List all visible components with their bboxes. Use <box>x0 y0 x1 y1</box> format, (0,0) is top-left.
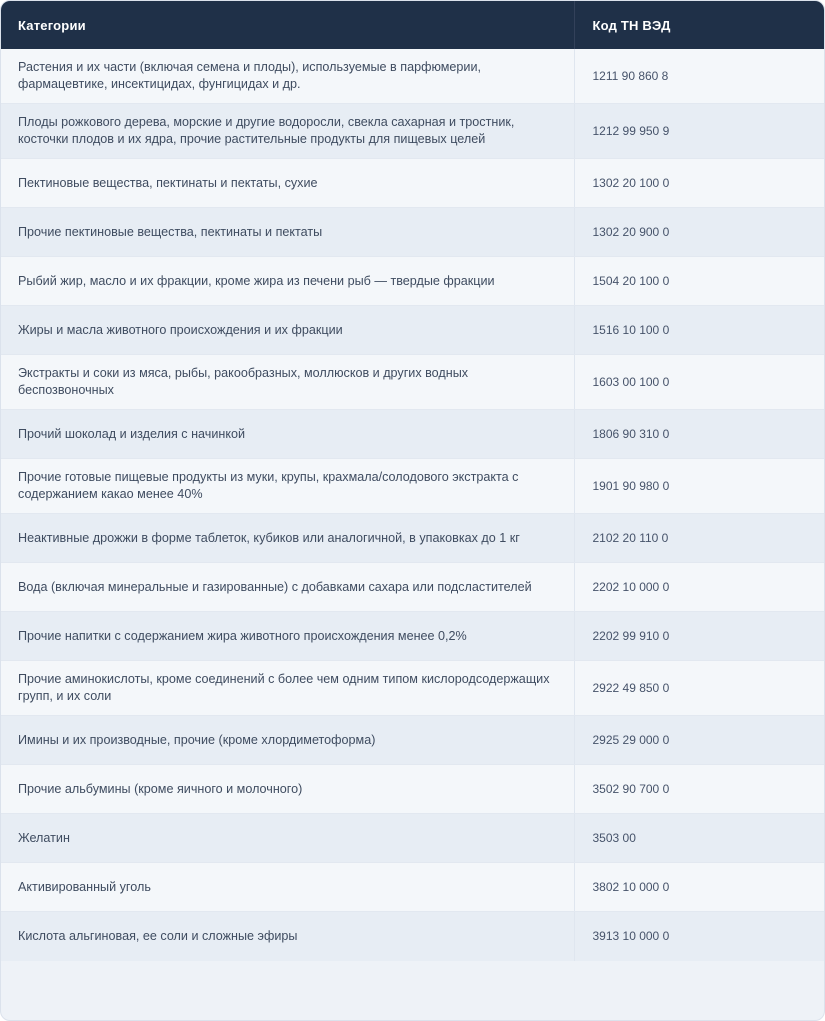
table-row <box>1 104 825 159</box>
table-row <box>1 912 825 961</box>
cell-code: 1901 90 980 0 <box>574 459 825 514</box>
cell-category: Прочий шоколад и изделия с начинкой <box>1 410 574 459</box>
table-row <box>1 661 825 716</box>
table-header <box>1 1 825 49</box>
table-row <box>1 563 825 612</box>
table-row <box>1 612 825 661</box>
cell-code: 1806 90 310 0 <box>574 410 825 459</box>
cell-category: Экстракты и соки из мяса, рыбы, ракообразных, моллюсков и других водных беспозвоночных <box>1 355 574 410</box>
cell-category: Прочие пектиновые вещества, пектинаты и пектаты <box>1 208 574 257</box>
cell-code: 3502 90 700 0 <box>574 765 825 814</box>
cell-category: Растения и их части (включая семена и плоды), используемые в парфюмерии, фармацевтике, инсектицидах, фунгицидах и др. <box>1 49 574 104</box>
cell-code: 2925 29 000 0 <box>574 716 825 765</box>
table-row <box>1 159 825 208</box>
cell-category: Прочие аминокислоты, кроме соединений с более чем одним типом кислородсодержащих групп, и их соли <box>1 661 574 716</box>
table-row <box>1 410 825 459</box>
table-row <box>1 814 825 863</box>
cell-code: 2202 10 000 0 <box>574 563 825 612</box>
column-header-category: Категории <box>1 1 574 49</box>
cell-code: 1504 20 100 0 <box>574 257 825 306</box>
cell-code: 1516 10 100 0 <box>574 306 825 355</box>
table-row <box>1 355 825 410</box>
cell-code: 1302 20 100 0 <box>574 159 825 208</box>
cell-category: Прочие напитки с содержанием жира животного происхождения менее 0,2% <box>1 612 574 661</box>
cell-category: Пектиновые вещества, пектинаты и пектаты, сухие <box>1 159 574 208</box>
cell-category: Кислота альгиновая, ее соли и сложные эфиры <box>1 912 574 961</box>
cell-code: 3802 10 000 0 <box>574 863 825 912</box>
cell-category: Прочие готовые пищевые продукты из муки, крупы, крахмала/солодового экстракта с содержанием какао менее 40% <box>1 459 574 514</box>
column-header-code: Код ТН ВЭД <box>574 1 825 49</box>
cell-code: 3503 00 <box>574 814 825 863</box>
table-row <box>1 306 825 355</box>
table-row <box>1 863 825 912</box>
table-header-row <box>1 1 825 49</box>
cell-code: 2102 20 110 0 <box>574 514 825 563</box>
cell-code: 1212 99 950 9 <box>574 104 825 159</box>
cell-category: Плоды рожкового дерева, морские и другие водоросли, свекла сахарная и тростник, косточки плодов и их ядра, прочие растительные продукты для пищевых целей <box>1 104 574 159</box>
cell-code: 3913 10 000 0 <box>574 912 825 961</box>
table-row <box>1 765 825 814</box>
cell-category: Рыбий жир, масло и их фракции, кроме жира из печени рыб — твердые фракции <box>1 257 574 306</box>
cell-category: Вода (включая минеральные и газированные) с добавками сахара или подсластителей <box>1 563 574 612</box>
cell-code: 1603 00 100 0 <box>574 355 825 410</box>
cell-category: Имины и их производные, прочие (кроме хлордиметоформа) <box>1 716 574 765</box>
cell-category: Неактивные дрожжи в форме таблеток, кубиков или аналогичной, в упаковках до 1 кг <box>1 514 574 563</box>
table-row <box>1 459 825 514</box>
cell-category: Активированный уголь <box>1 863 574 912</box>
table-row <box>1 514 825 563</box>
table-row <box>1 208 825 257</box>
cell-category: Прочие альбумины (кроме яичного и молочного) <box>1 765 574 814</box>
cell-category: Жиры и масла животного происхождения и их фракции <box>1 306 574 355</box>
cell-code: 2922 49 850 0 <box>574 661 825 716</box>
table-row <box>1 257 825 306</box>
cell-code: 1302 20 900 0 <box>574 208 825 257</box>
table-row <box>1 716 825 765</box>
cell-category: Желатин <box>1 814 574 863</box>
customs-codes-table <box>1 1 825 961</box>
table-body <box>1 49 825 961</box>
cell-code: 2202 99 910 0 <box>574 612 825 661</box>
table-row <box>1 49 825 104</box>
cell-code: 1211 90 860 8 <box>574 49 825 104</box>
